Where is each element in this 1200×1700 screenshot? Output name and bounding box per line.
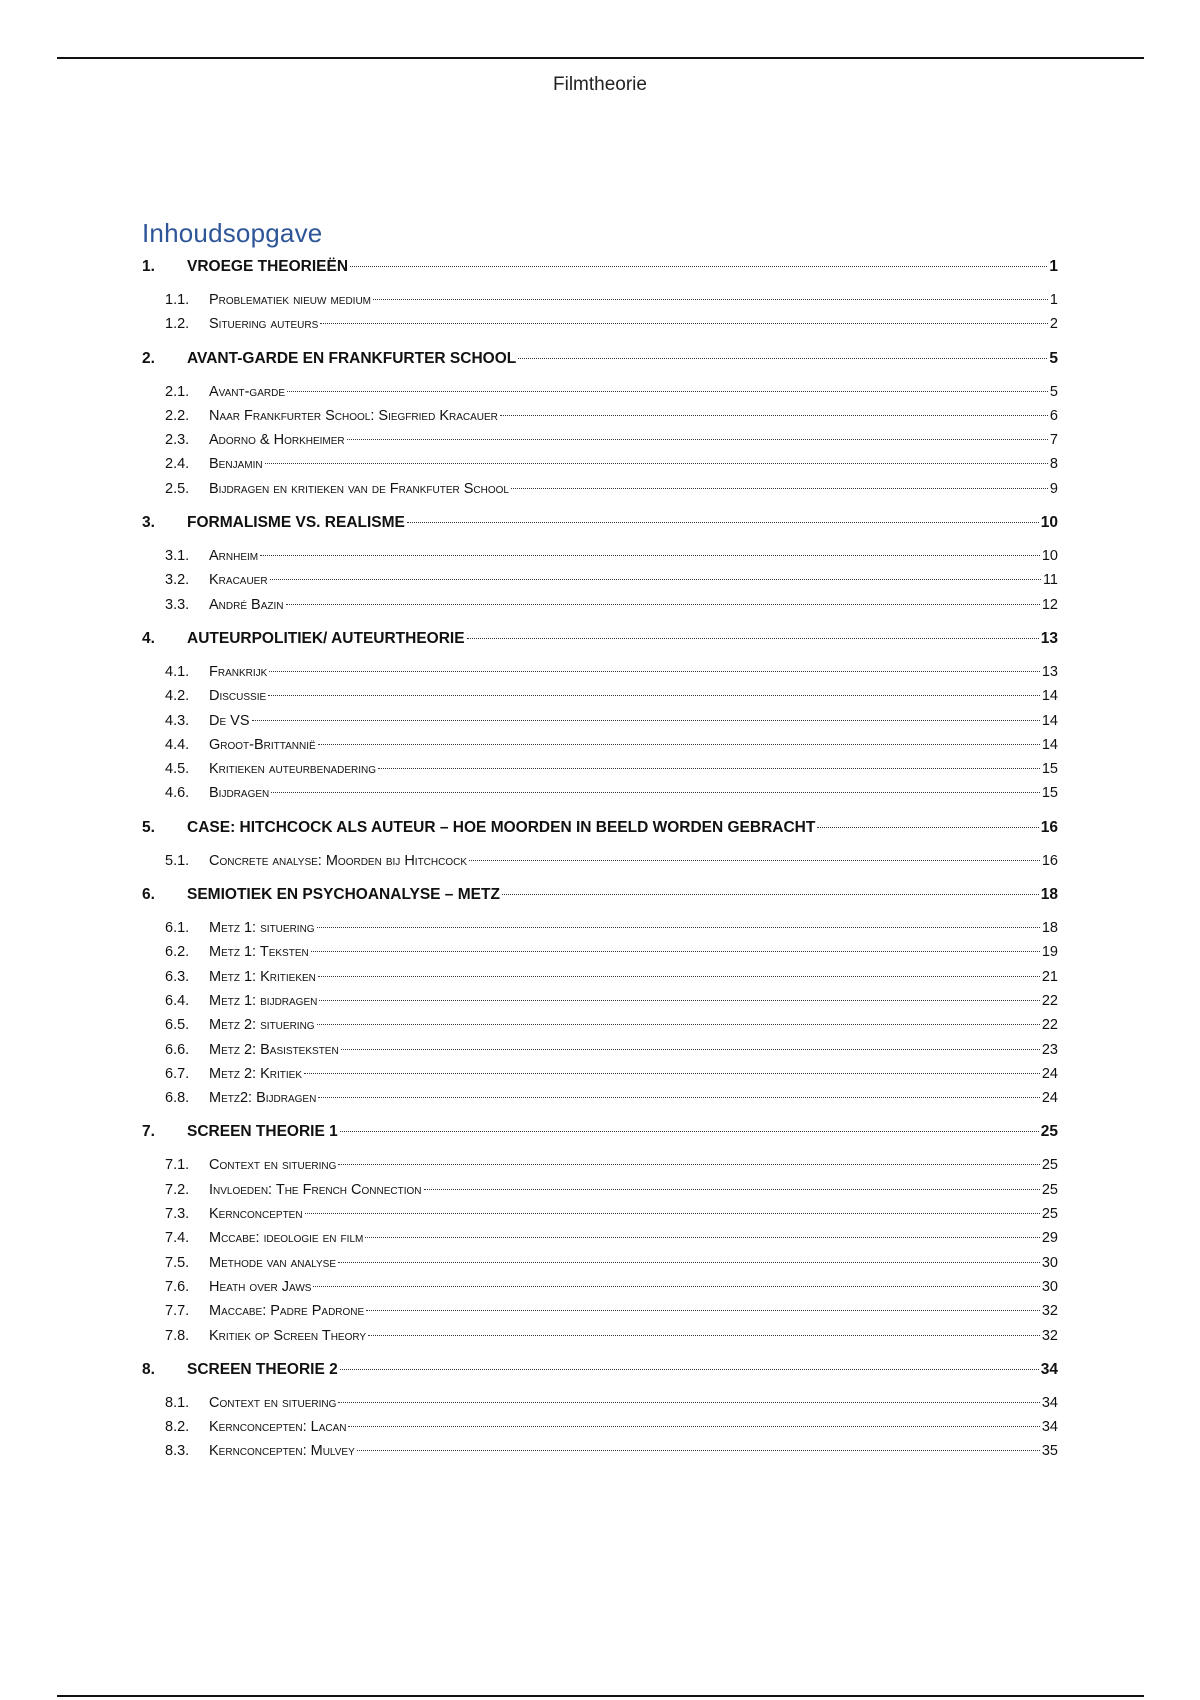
toc-chapter-entry[interactable] (142, 514, 1058, 538)
toc-entry-number: 2.1. (165, 383, 190, 400)
toc-entry-title: André Bazin (209, 596, 284, 613)
toc-section-entry[interactable] (142, 1042, 1058, 1066)
toc-entry-page: 24 (1041, 1065, 1058, 1082)
toc-dot-leader (260, 555, 1040, 556)
toc-entry-page: 25 (1041, 1181, 1058, 1198)
toc-entry-number: 8.2. (165, 1419, 190, 1436)
toc-entry-title: SCREEN THEORIE 1 (187, 1123, 338, 1141)
toc-entry-title: Benjamin (209, 456, 263, 473)
toc-dot-leader (469, 860, 1040, 861)
toc-entry-title: Situering auteurs (209, 316, 319, 333)
toc-entry-number: 1.2. (165, 316, 190, 333)
toc-section-entry[interactable] (142, 408, 1058, 432)
toc-chapter-entry[interactable] (142, 258, 1058, 282)
toc-entry-number: 7.2. (165, 1181, 190, 1198)
toc-heading: Inhoudsopgave (142, 218, 323, 248)
toc-entry-page: 23 (1041, 1041, 1058, 1058)
toc-chapter (142, 350, 1058, 505)
toc-entry-number: 1. (142, 258, 155, 275)
toc-entry-title: Kernconcepten: Lacan (209, 1419, 347, 1436)
toc-section-entry[interactable] (142, 944, 1058, 968)
toc-dot-leader (511, 488, 1048, 489)
toc-section-entry[interactable] (142, 1443, 1058, 1467)
toc-entry-title: Maccabe: Padre Padrone (209, 1303, 365, 1320)
toc-entry-page: 13 (1041, 663, 1058, 680)
toc-entry-number: 7.3. (165, 1206, 190, 1223)
toc-entry-title: Metz 1: situering (209, 920, 315, 937)
toc-entry-title: Metz 2: Basisteksten (209, 1041, 339, 1058)
toc-entry-page: 15 (1041, 761, 1058, 778)
toc-entry-number: 6.5. (165, 1017, 190, 1034)
toc-section-entry[interactable] (142, 1303, 1058, 1327)
toc-entry-title: VROEGE THEORIEËN (187, 258, 349, 275)
toc-entry-page: 16 (1040, 818, 1058, 836)
toc-entry-number: 1.1. (165, 292, 190, 308)
toc-dot-leader (265, 463, 1048, 464)
toc-entry-title: Kracauer (209, 572, 268, 589)
toc-chapter (142, 819, 1058, 877)
toc-entry-page: 14 (1041, 712, 1058, 729)
toc-chapter-entry[interactable] (142, 819, 1058, 843)
toc-dot-leader (341, 1049, 1040, 1050)
toc-dot-leader (338, 1164, 1039, 1165)
toc-section-entry[interactable] (142, 1157, 1058, 1181)
toc-dot-leader (319, 1000, 1040, 1001)
toc-dot-leader (407, 522, 1039, 523)
toc-section-entry[interactable] (142, 1279, 1058, 1303)
toc-entry-page: 34 (1041, 1394, 1058, 1411)
toc-entry-title: Mccabe: ideologie en film (209, 1230, 364, 1247)
toc-section-entry[interactable] (142, 1206, 1058, 1230)
toc-chapter-entry[interactable] (142, 1361, 1058, 1385)
toc-chapter (142, 630, 1058, 810)
toc-entry-number: 2.3. (165, 432, 190, 449)
toc-entry-title: Heath over Jaws (209, 1278, 312, 1295)
toc-entry-number: 2. (142, 349, 155, 367)
toc-entry-page: 5 (1049, 349, 1058, 367)
toc-entry-page: 1 (1049, 292, 1058, 308)
toc-section-entry[interactable] (142, 920, 1058, 944)
toc-entry-title: Naar Frankfurter School: Siegfried Kracauer (209, 407, 498, 424)
toc-entry-number: 4.3. (165, 712, 190, 729)
toc-entry-page: 29 (1041, 1230, 1058, 1247)
toc-section-entry[interactable] (142, 1182, 1058, 1206)
toc-entry-number: 7.5. (165, 1254, 190, 1271)
toc-entry-number: 3.3. (165, 596, 190, 613)
toc-dot-leader (320, 323, 1048, 324)
toc-dot-leader (318, 744, 1040, 745)
toc-dot-leader (271, 792, 1040, 793)
toc-entry-page: 14 (1041, 736, 1058, 753)
footer-rule (57, 1695, 1144, 1697)
toc-dot-leader (368, 1335, 1040, 1336)
toc-entry-number: 8.1. (165, 1394, 190, 1411)
toc-entry-title: FORMALISME VS. REALISME (187, 514, 405, 532)
toc-chapter (142, 886, 1058, 1114)
toc-dot-leader (311, 951, 1040, 952)
toc-entry-title: SEMIOTIEK EN PSYCHOANALYSE – METZ (187, 886, 500, 904)
toc-section-entry[interactable] (142, 432, 1058, 456)
toc-entry-page: 22 (1041, 992, 1058, 1009)
toc-entry-number: 7.8. (165, 1327, 190, 1344)
toc-dot-leader (373, 299, 1048, 300)
toc-entry-number: 2.5. (165, 480, 190, 497)
toc-dot-leader (287, 391, 1048, 392)
toc-chapter-entry[interactable] (142, 1123, 1058, 1147)
toc-entry-title: Methode van analyse (209, 1254, 337, 1271)
toc-section-entry[interactable] (142, 1066, 1058, 1090)
toc-entry-number: 6.4. (165, 992, 190, 1009)
toc-entry-title: SCREEN THEORIE 2 (187, 1360, 338, 1378)
toc-section-entry[interactable] (142, 572, 1058, 596)
toc-chapter-entry[interactable] (142, 886, 1058, 910)
toc-entry-title: Metz2: Bijdragen (209, 1090, 317, 1107)
toc-entry-number: 8. (142, 1360, 155, 1378)
toc-entry-title: Kritieken auteurbenadering (209, 761, 377, 778)
toc-entry-title: Kernconcepten (209, 1206, 303, 1223)
toc-section-entry[interactable] (142, 1090, 1058, 1114)
toc-section-entry[interactable] (142, 597, 1058, 621)
toc-entry-number: 8.3. (165, 1443, 190, 1460)
toc-entry-number: 5. (142, 818, 155, 836)
toc-entry-title: Kernconcepten: Mulvey (209, 1443, 355, 1460)
toc-entry-number: 4.6. (165, 785, 190, 802)
toc-entry-page: 25 (1041, 1206, 1058, 1223)
toc-entry-number: 6.1. (165, 920, 190, 937)
toc-entry-title: Discussie (209, 688, 267, 705)
toc-dot-leader (500, 415, 1048, 416)
toc-dot-leader (313, 1286, 1039, 1287)
toc-section-entry[interactable] (142, 688, 1058, 712)
toc-dot-leader (365, 1237, 1040, 1238)
toc-entry-number: 5.1. (165, 852, 190, 869)
toc-entry-number: 4.2. (165, 688, 190, 705)
toc-entry-number: 6.6. (165, 1041, 190, 1058)
toc-entry-page: 24 (1041, 1090, 1058, 1107)
toc-dot-leader (350, 266, 1047, 267)
toc-section-entry[interactable] (142, 761, 1058, 785)
toc-chapter-list (142, 258, 1058, 1468)
toc-section-entry[interactable] (142, 316, 1058, 340)
toc-entry-page: 9 (1049, 480, 1058, 497)
toc-entry-number: 6.7. (165, 1065, 190, 1082)
toc-entry-page: 30 (1041, 1254, 1058, 1271)
toc-entry-page: 6 (1049, 407, 1058, 424)
toc-entry-number: 7.1. (165, 1157, 190, 1174)
toc-section-entry[interactable] (142, 1017, 1058, 1041)
toc-entry-number: 4.5. (165, 761, 190, 778)
toc-entry-title: Adorno & Horkheimer (209, 432, 345, 449)
toc-entry-number: 6. (142, 886, 155, 904)
toc-section-entry[interactable] (142, 548, 1058, 572)
toc-dot-leader (305, 1213, 1040, 1214)
toc-dot-leader (317, 927, 1040, 928)
toc-entry-title: CASE: HITCHCOCK ALS AUTEUR – HOE MOORDEN IN BEELD WORDEN GEBRACHT (187, 818, 816, 836)
toc-section-entry[interactable] (142, 993, 1058, 1017)
toc-entry-number: 3. (142, 514, 155, 532)
toc-entry-page: 25 (1040, 1123, 1058, 1141)
toc-entry-title: Metz 1: Teksten (209, 944, 309, 961)
toc-dot-leader (318, 1097, 1040, 1098)
toc-section-entry[interactable] (142, 664, 1058, 688)
toc-dot-leader (338, 1402, 1039, 1403)
toc-entry-title: Context en situering (209, 1157, 337, 1174)
toc-entry-title: Frankrijk (209, 663, 268, 680)
toc-entry-number: 4.4. (165, 736, 190, 753)
toc-entry-title: Kritiek op Screen Theory (209, 1327, 367, 1344)
toc-entry-page: 10 (1041, 548, 1058, 565)
toc-entry-number: 7.6. (165, 1278, 190, 1295)
toc-entry-page: 13 (1040, 629, 1058, 647)
toc-dot-leader (378, 768, 1040, 769)
toc-section-entry[interactable] (142, 853, 1058, 877)
toc-dot-leader (502, 894, 1039, 895)
toc-entry-title: Metz 2: Kritiek (209, 1065, 303, 1082)
toc-entry-title: Invloeden: The French Connection (209, 1181, 422, 1198)
toc-entry-page: 11 (1042, 572, 1058, 589)
document-header-title: Filmtheorie (553, 74, 647, 95)
toc-entry-title: Arnheim (209, 548, 259, 565)
toc-dot-leader (286, 604, 1040, 605)
toc-entry-page: 18 (1040, 886, 1058, 904)
toc-chapter-entry[interactable] (142, 350, 1058, 374)
toc-chapter (142, 258, 1058, 341)
toc-entry-number: 4.1. (165, 663, 190, 680)
toc-dot-leader (318, 976, 1040, 977)
toc-entry-title: Groot-Brittannië (209, 736, 316, 753)
toc-entry-page: 10 (1040, 514, 1058, 532)
toc-dot-leader (340, 1369, 1039, 1370)
toc-dot-leader (366, 1310, 1040, 1311)
toc-entry-page: 25 (1041, 1157, 1058, 1174)
toc-dot-leader (348, 1426, 1039, 1427)
toc-entry-page: 2 (1049, 316, 1058, 333)
toc-section-entry[interactable] (142, 481, 1058, 505)
toc-entry-page: 18 (1041, 920, 1058, 937)
toc-section-entry[interactable] (142, 1255, 1058, 1279)
toc-chapter (142, 1123, 1058, 1351)
toc-entry-title: AVANT-GARDE EN FRANKFURTER SCHOOL (187, 349, 517, 367)
toc-dot-leader (252, 720, 1040, 721)
toc-entry-number: 3.1. (165, 548, 190, 565)
toc-dot-leader (270, 579, 1041, 580)
toc-entry-number: 3.2. (165, 572, 190, 589)
toc-entry-page: 14 (1041, 688, 1058, 705)
toc-dot-leader (338, 1262, 1040, 1263)
toc-entry-page: 34 (1041, 1419, 1058, 1436)
toc-section-entry[interactable] (142, 1419, 1058, 1443)
toc-entry-page: 32 (1041, 1327, 1058, 1344)
toc-section-entry[interactable] (142, 456, 1058, 480)
toc-entry-page: 1 (1049, 258, 1058, 275)
toc-entry-number: 6.8. (165, 1090, 190, 1107)
toc-entry-page: 5 (1049, 383, 1058, 400)
toc-entry-number: 6.2. (165, 944, 190, 961)
toc-dot-leader (317, 1024, 1040, 1025)
toc-chapter-entry[interactable] (142, 630, 1058, 654)
toc-entry-page: 21 (1041, 968, 1058, 985)
toc-entry-title: De VS (209, 712, 250, 729)
toc-dot-leader (340, 1131, 1039, 1132)
toc-entry-number: 7.7. (165, 1303, 190, 1320)
toc-entry-title: Bijdragen en kritieken van de Frankfuter School (209, 480, 509, 497)
toc-entry-title: Problematiek nieuw medium (209, 292, 371, 308)
toc-entry-page: 35 (1041, 1443, 1058, 1460)
toc-entry-number: 2.2. (165, 407, 190, 424)
toc-entry-title: Avant-garde (209, 383, 285, 400)
toc-entry-page: 12 (1041, 596, 1058, 613)
toc-dot-leader (424, 1189, 1040, 1190)
toc-entry-number: 6.3. (165, 968, 190, 985)
toc-section-entry[interactable] (142, 384, 1058, 408)
toc-section-entry[interactable] (142, 785, 1058, 809)
toc-entry-page: 8 (1049, 456, 1058, 473)
toc-entry-page: 32 (1041, 1303, 1058, 1320)
toc-entry-number: 7. (142, 1123, 155, 1141)
toc-dot-leader (467, 638, 1039, 639)
toc-entry-page: 34 (1040, 1360, 1058, 1378)
toc-entry-page: 15 (1041, 785, 1058, 802)
toc-section-entry[interactable] (142, 969, 1058, 993)
toc-entry-number: 4. (142, 629, 155, 647)
toc-dot-leader (304, 1073, 1040, 1074)
toc-entry-page: 7 (1049, 432, 1058, 449)
toc-chapter (142, 1361, 1058, 1468)
toc-dot-leader (269, 671, 1040, 672)
toc-section-entry[interactable] (142, 292, 1058, 316)
toc-entry-title: Context en situering (209, 1394, 337, 1411)
toc-chapter (142, 514, 1058, 621)
toc-entry-title: Metz 2: situering (209, 1017, 315, 1034)
toc-entry-number: 7.4. (165, 1230, 190, 1247)
toc-section-entry[interactable] (142, 737, 1058, 761)
toc-entry-title: Concrete analyse: Moorden bij Hitchcock (209, 852, 468, 869)
toc-section-entry[interactable] (142, 713, 1058, 737)
table-of-contents (142, 218, 1058, 1468)
toc-entry-page: 22 (1041, 1017, 1058, 1034)
toc-dot-leader (357, 1450, 1040, 1451)
toc-section-entry[interactable] (142, 1395, 1058, 1419)
toc-dot-leader (347, 439, 1048, 440)
toc-section-entry[interactable] (142, 1230, 1058, 1254)
toc-entry-title: AUTEURPOLITIEK/ AUTEURTHEORIE (187, 629, 465, 647)
toc-entry-page: 19 (1041, 944, 1058, 961)
toc-entry-page: 30 (1041, 1278, 1058, 1295)
toc-entry-title: Bijdragen (209, 785, 270, 802)
toc-entry-title: Metz 1: bijdragen (209, 992, 318, 1009)
toc-dot-leader (518, 358, 1047, 359)
toc-entry-title: Metz 1: Kritieken (209, 968, 316, 985)
header-rule (57, 57, 1144, 59)
toc-entry-page: 16 (1041, 852, 1058, 869)
toc-section-entry[interactable] (142, 1328, 1058, 1352)
toc-dot-leader (817, 827, 1038, 828)
toc-entry-number: 2.4. (165, 456, 190, 473)
toc-dot-leader (268, 695, 1040, 696)
